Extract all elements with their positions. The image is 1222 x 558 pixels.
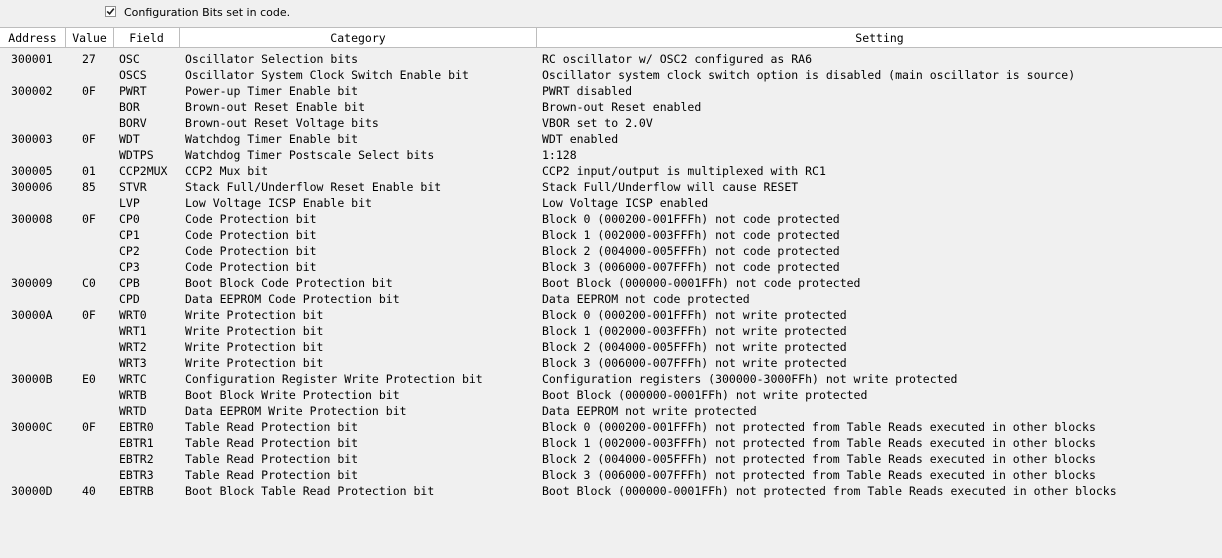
- row-field: CPD: [119, 292, 140, 306]
- row-category: Data EEPROM Write Protection bit: [185, 404, 407, 418]
- row-category: Watchdog Timer Enable bit: [185, 132, 359, 146]
- row-value: 27: [82, 52, 96, 66]
- row-field: WRTC: [119, 372, 147, 386]
- row-category: Code Protection bit: [185, 228, 317, 242]
- row-field: STVR: [119, 180, 147, 194]
- row-address: 30000C: [11, 420, 53, 434]
- row-address: 300009: [11, 276, 53, 290]
- table-body: [0, 51, 1222, 499]
- row-category: Code Protection bit: [185, 212, 317, 226]
- table-row[interactable]: [0, 99, 1222, 115]
- row-category: Boot Block Code Protection bit: [185, 276, 393, 290]
- row-field: WRT2: [119, 340, 147, 354]
- row-setting: Data EEPROM not write protected: [542, 404, 757, 418]
- table-row[interactable]: [0, 467, 1222, 483]
- row-setting: Boot Block (000000-0001FFh) not code protected: [542, 276, 861, 290]
- table-row[interactable]: [0, 227, 1222, 243]
- row-setting: Block 3 (006000-007FFFh) not code protected: [542, 260, 840, 274]
- table-row[interactable]: [0, 307, 1222, 323]
- row-category: CCP2 Mux bit: [185, 164, 269, 178]
- row-setting: Configuration registers (300000-3000FFh) not write protected: [542, 372, 958, 386]
- row-field: OSCS: [119, 68, 147, 82]
- row-category: Oscillator Selection bits: [185, 52, 359, 66]
- row-category: Table Read Protection bit: [185, 436, 359, 450]
- row-value: 85: [82, 180, 96, 194]
- table-row[interactable]: [0, 67, 1222, 83]
- row-value: 0F: [82, 212, 96, 226]
- row-setting: Block 1 (002000-003FFFh) not code protected: [542, 228, 840, 242]
- row-address: 300002: [11, 84, 53, 98]
- row-field: WRTD: [119, 404, 147, 418]
- row-field: CP2: [119, 244, 140, 258]
- table-row[interactable]: [0, 163, 1222, 179]
- row-field: CCP2MUX: [119, 164, 168, 178]
- row-value: 0F: [82, 308, 96, 322]
- row-category: Table Read Protection bit: [185, 452, 359, 466]
- row-setting: Low Voltage ICSP enabled: [542, 196, 709, 210]
- row-value: 0F: [82, 420, 96, 434]
- table-row[interactable]: [0, 51, 1222, 67]
- row-setting: Block 3 (006000-007FFFh) not write protected: [542, 356, 847, 370]
- row-setting: Block 0 (000200-001FFFh) not code protected: [542, 212, 840, 226]
- table-row[interactable]: [0, 115, 1222, 131]
- row-category: Table Read Protection bit: [185, 468, 359, 482]
- row-address: 300008: [11, 212, 53, 226]
- row-address: 30000D: [11, 484, 53, 498]
- column-header-address[interactable]: Address: [0, 28, 66, 48]
- row-setting: PWRT disabled: [542, 84, 633, 98]
- row-field: BORV: [119, 116, 147, 130]
- row-setting: Data EEPROM not code protected: [542, 292, 750, 306]
- row-field: CPB: [119, 276, 140, 290]
- row-category: Stack Full/Underflow Reset Enable bit: [185, 180, 442, 194]
- column-header-setting[interactable]: Setting: [855, 31, 904, 45]
- row-field: EBTR2: [119, 452, 154, 466]
- row-address: 30000B: [11, 372, 53, 386]
- table-header: [0, 27, 1222, 48]
- row-address: 300005: [11, 164, 53, 178]
- table-row[interactable]: [0, 275, 1222, 291]
- table-row[interactable]: [0, 147, 1222, 163]
- row-category: Data EEPROM Code Protection bit: [185, 292, 400, 306]
- row-field: WRT3: [119, 356, 147, 370]
- row-setting: Brown-out Reset enabled: [542, 100, 702, 114]
- row-category: Oscillator System Clock Switch Enable bit: [185, 68, 469, 82]
- row-field: EBTR0: [119, 420, 154, 434]
- row-category: Power-up Timer Enable bit: [185, 84, 359, 98]
- row-setting: Block 2 (004000-005FFFh) not write protected: [542, 340, 847, 354]
- row-category: Configuration Register Write Protection bit: [185, 372, 483, 386]
- row-value: 40: [82, 484, 96, 498]
- row-setting: Block 3 (006000-007FFFh) not protected from Table Reads executed in other blocks: [542, 468, 1096, 482]
- table-row[interactable]: [0, 195, 1222, 211]
- row-field: CP0: [119, 212, 140, 226]
- row-setting: Block 2 (004000-005FFFh) not code protected: [542, 244, 840, 258]
- row-setting: VBOR set to 2.0V: [542, 116, 653, 130]
- row-value: 0F: [82, 84, 96, 98]
- table-row[interactable]: [0, 355, 1222, 371]
- row-category: Low Voltage ICSP Enable bit: [185, 196, 372, 210]
- row-category: Write Protection bit: [185, 308, 324, 322]
- checkmark-icon: [106, 7, 115, 16]
- row-category: Brown-out Reset Enable bit: [185, 100, 366, 114]
- table-row[interactable]: [0, 387, 1222, 403]
- row-setting: Block 0 (000200-001FFFh) not write protected: [542, 308, 847, 322]
- row-value: C0: [82, 276, 96, 290]
- table-row[interactable]: [0, 451, 1222, 467]
- config-bits-in-code-checkbox[interactable]: [105, 6, 116, 17]
- table-row[interactable]: [0, 371, 1222, 387]
- column-header-value[interactable]: Value: [66, 28, 114, 48]
- table-row[interactable]: [0, 131, 1222, 147]
- row-category: Code Protection bit: [185, 244, 317, 258]
- table-row[interactable]: [0, 211, 1222, 227]
- row-setting: Oscillator system clock switch option is disabled (main oscillator is source): [542, 68, 1076, 82]
- row-setting: 1:128: [542, 148, 577, 162]
- table-row[interactable]: [0, 259, 1222, 275]
- table-row[interactable]: [0, 243, 1222, 259]
- row-category: Write Protection bit: [185, 324, 324, 338]
- row-setting: Block 1 (002000-003FFFh) not protected from Table Reads executed in other blocks: [542, 436, 1096, 450]
- row-setting: Block 0 (000200-001FFFh) not protected from Table Reads executed in other blocks: [542, 420, 1096, 434]
- row-category: Write Protection bit: [185, 356, 324, 370]
- column-header-category[interactable]: Category: [180, 28, 537, 48]
- row-setting: Boot Block (000000-0001FFh) not write protected: [542, 388, 868, 402]
- table-row[interactable]: [0, 179, 1222, 195]
- row-field: CP3: [119, 260, 140, 274]
- table-row[interactable]: [0, 323, 1222, 339]
- table-row[interactable]: [0, 291, 1222, 307]
- row-field: WRTB: [119, 388, 147, 402]
- row-setting: CCP2 input/output is multiplexed with RC1: [542, 164, 826, 178]
- row-field: LVP: [119, 196, 140, 210]
- column-header-field[interactable]: Field: [114, 28, 180, 48]
- row-field: PWRT: [119, 84, 147, 98]
- table-row[interactable]: [0, 339, 1222, 355]
- row-field: EBTR1: [119, 436, 154, 450]
- row-field: WDT: [119, 132, 140, 146]
- table-row[interactable]: [0, 83, 1222, 99]
- row-category: Brown-out Reset Voltage bits: [185, 116, 379, 130]
- row-setting: WDT enabled: [542, 132, 619, 146]
- row-address: 300001: [11, 52, 53, 66]
- row-category: Boot Block Table Read Protection bit: [185, 484, 435, 498]
- row-field: WRT1: [119, 324, 147, 338]
- row-field: OSC: [119, 52, 140, 66]
- row-category: Write Protection bit: [185, 340, 324, 354]
- table-row[interactable]: [0, 403, 1222, 419]
- config-bits-table: [0, 27, 1222, 558]
- table-row[interactable]: [0, 435, 1222, 451]
- row-field: WDTPS: [119, 148, 154, 162]
- row-field: EBTR3: [119, 468, 154, 482]
- row-address: 30000A: [11, 308, 53, 322]
- row-category: Boot Block Write Protection bit: [185, 388, 400, 402]
- config-bits-in-code-label[interactable]: Configuration Bits set in code.: [124, 6, 291, 19]
- row-setting: Boot Block (000000-0001FFh) not protected from Table Reads executed in other blocks: [542, 484, 1117, 498]
- row-value: 01: [82, 164, 96, 178]
- row-value: 0F: [82, 132, 96, 146]
- row-setting: RC oscillator w/ OSC2 configured as RA6: [542, 52, 813, 66]
- row-field: BOR: [119, 100, 140, 114]
- row-setting: Stack Full/Underflow will cause RESET: [542, 180, 799, 194]
- row-value: E0: [82, 372, 96, 386]
- row-field: EBTRB: [119, 484, 154, 498]
- row-setting: Block 2 (004000-005FFFh) not protected from Table Reads executed in other blocks: [542, 452, 1096, 466]
- row-field: WRT0: [119, 308, 147, 322]
- row-field: CP1: [119, 228, 140, 242]
- table-row[interactable]: [0, 419, 1222, 435]
- row-address: 300003: [11, 132, 53, 146]
- toolbar: [0, 0, 1222, 27]
- table-row[interactable]: [0, 483, 1222, 499]
- row-address: 300006: [11, 180, 53, 194]
- row-category: Watchdog Timer Postscale Select bits: [185, 148, 435, 162]
- row-category: Table Read Protection bit: [185, 420, 359, 434]
- row-category: Code Protection bit: [185, 260, 317, 274]
- row-setting: Block 1 (002000-003FFFh) not write protected: [542, 324, 847, 338]
